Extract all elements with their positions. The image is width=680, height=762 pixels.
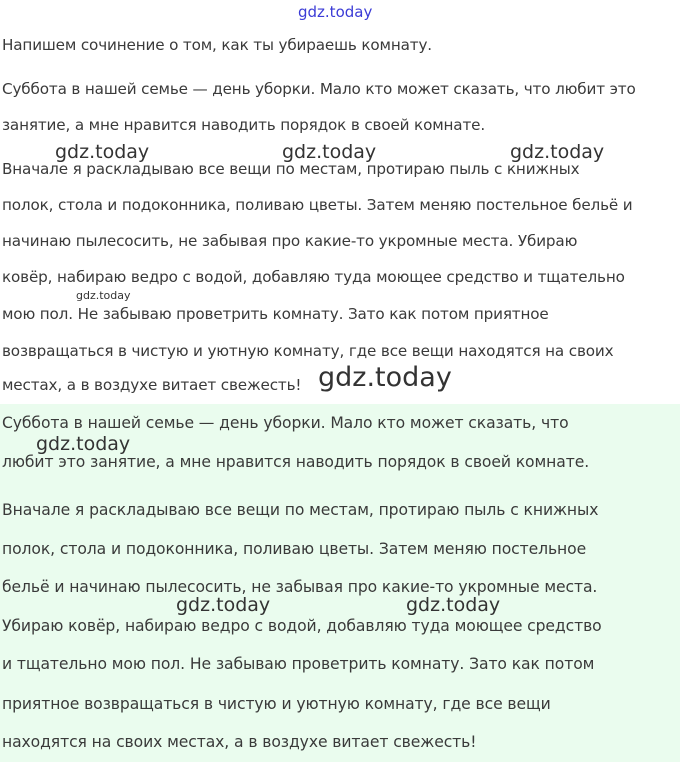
watermark: gdz.today [36, 433, 131, 455]
paragraph1-line: мою пол. Не забываю проветрить комнату. Зато как потом приятное [2, 305, 549, 323]
watermark: gdz.today [76, 289, 131, 302]
paragraph1-line: начинаю пылесосить, не забывая про какие-то укромные места. Убираю [2, 232, 578, 250]
paragraph2-line: бельё и начинаю пылесосить, не забывая про какие-то укромные места. [2, 578, 598, 596]
paragraph1-line: занятие, а мне нравится наводить порядок в своей комнате. [2, 116, 486, 134]
task-heading: Напишем сочинение о том, как ты убираешь комнату. [2, 36, 432, 54]
paragraph2-line: приятное возвращаться в чистую и уютную комнату, где все вещи [2, 695, 551, 713]
watermark: gdz.today [406, 594, 501, 616]
paragraph1-line: местах, а в воздухе витает свежесть! [2, 376, 302, 394]
paragraph1-line: Суббота в нашей семье — день уборки. Мало кто может сказать, что любит это [2, 80, 636, 98]
watermark-top: gdz.today [298, 3, 373, 21]
paragraph2-line: любит это занятие, а мне нравится наводить порядок в своей комнате. [2, 453, 590, 471]
paragraph2-line: и тщательно мою пол. Не забываю проветрить комнату. Зато как потом [2, 655, 595, 673]
watermark: gdz.today [176, 594, 271, 616]
paragraph2-line: Суббота в нашей семье — день уборки. Мало кто может сказать, что [2, 414, 569, 432]
watermark: gdz.today [282, 141, 377, 163]
paragraph1-line: ковёр, набираю ведро с водой, добавляю туда моющее средство и тщательно [2, 268, 625, 286]
paragraph2-line: Убираю ковёр, набираю ведро с водой, добавляю туда моющее средство [2, 617, 602, 635]
watermark: gdz.today [318, 362, 452, 393]
paragraph1-line: Вначале я раскладываю все вещи по местам, протираю пыль с книжных [2, 160, 580, 178]
watermark: gdz.today [510, 141, 605, 163]
paragraph2-line: полок, стола и подоконника, поливаю цветы. Затем меняю постельное [2, 540, 587, 558]
paragraph1-line: полок, стола и подоконника, поливаю цветы. Затем меняю постельное бельё и [2, 196, 633, 214]
paragraph2-line: находятся на своих местах, а в воздухе витает свежесть! [2, 733, 477, 751]
paragraph1-line: возвращаться в чистую и уютную комнату, где все вещи находятся на своих [2, 342, 614, 360]
watermark: gdz.today [55, 141, 150, 163]
paragraph2-line: Вначале я раскладываю все вещи по местам, протираю пыль с книжных [2, 501, 599, 519]
